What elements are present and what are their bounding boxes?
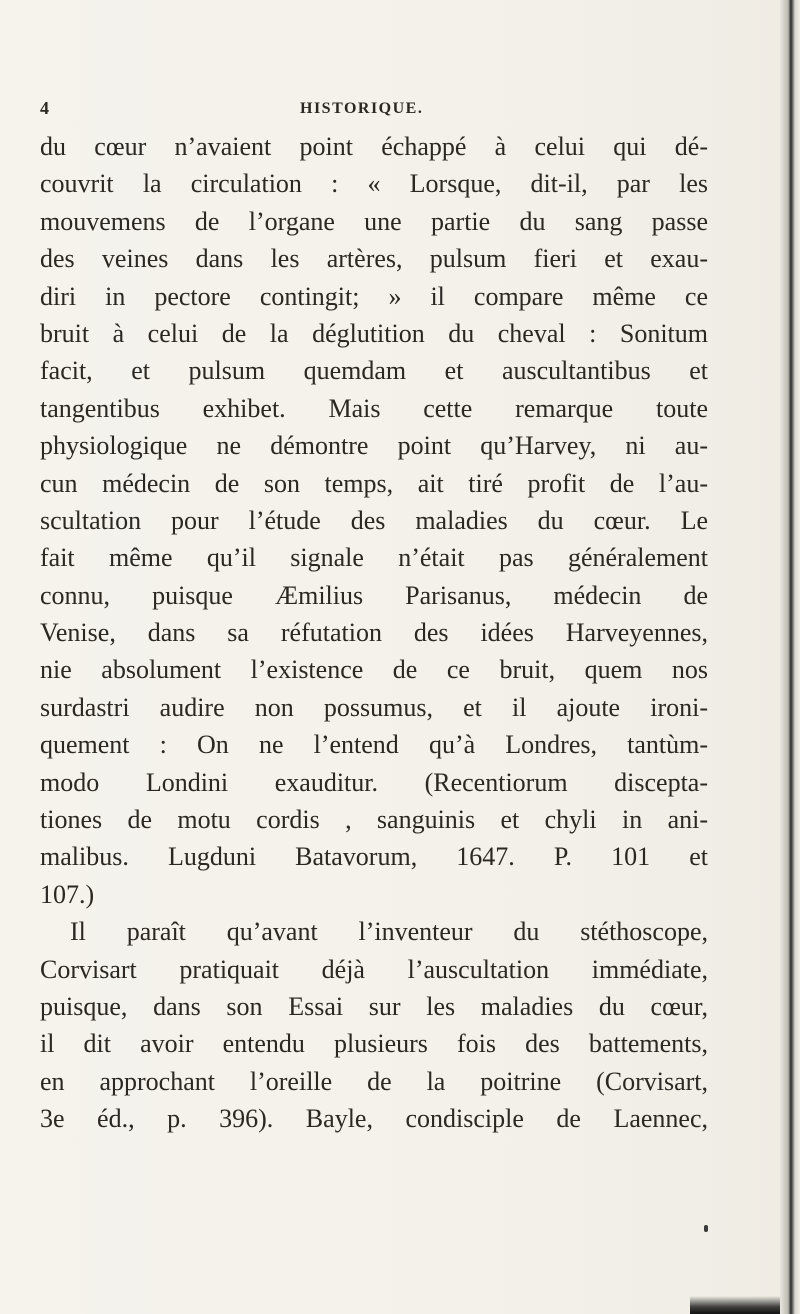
text-line: il dit avoir entendu plusieurs fois des battements, xyxy=(40,1029,708,1059)
body-text xyxy=(40,128,708,1138)
text-line: mouvemens de l’organe une partie du sang passe xyxy=(40,206,708,236)
ink-speck xyxy=(704,1225,708,1232)
text-line: modo Londini exauditur. (Recentiorum discepta- xyxy=(40,767,708,797)
text-line: tiones de motu cordis , sanguinis et chyli in ani- xyxy=(40,805,708,835)
text-line: scultation pour l’étude des maladies du cœur. Le xyxy=(40,505,708,535)
page-header xyxy=(40,92,700,122)
page-binding-edge xyxy=(780,0,800,1314)
running-head: HISTORIQUE. xyxy=(300,100,424,117)
page-corner-shadow xyxy=(690,1296,780,1314)
text-line: cun médecin de son temps, ait tiré profit de l’au- xyxy=(40,468,708,498)
text-line: Corvisart pratiquait déjà l’auscultation immédiate, xyxy=(40,954,708,984)
text-line: Venise, dans sa réfutation des idées Harveyennes, xyxy=(40,618,708,648)
text-line: nie absolument l’existence de ce bruit, quem nos xyxy=(40,655,708,685)
text-line: du cœur n’avaient point échappé à celui qui dé- xyxy=(40,132,708,161)
text-line: Il paraît qu’avant l’inventeur du stéthoscope, xyxy=(70,917,708,947)
text-line: des veines dans les artères, pulsum fieri et exau- xyxy=(40,244,708,274)
text-line: fait même qu’il signale n’était pas généralement xyxy=(40,543,708,573)
text-line: tangentibus exhibet. Mais cette remarque toute xyxy=(40,393,708,423)
text-line: couvrit la circulation : « Lorsque, dit-il, par les xyxy=(40,169,708,199)
text-line: diri in pectore contingit; » il compare même ce xyxy=(40,281,708,311)
text-line: malibus. Lugduni Batavorum, 1647. P. 101 et xyxy=(40,842,708,872)
text-line: facit, et pulsum quemdam et auscultantibus et xyxy=(40,356,708,386)
text-line: puisque, dans son Essai sur les maladies du cœur, xyxy=(40,991,708,1021)
text-line: physiologique ne démontre point qu’Harvey, ni au- xyxy=(40,431,708,461)
text-line: bruit à celui de la déglutition du cheval : Sonitum xyxy=(40,318,708,348)
text-line: surdastri audire non possumus, et il ajoute ironi- xyxy=(40,692,708,722)
page-number: 4 xyxy=(40,98,49,118)
text-line: quement : On ne l’entend qu’à Londres, tantùm- xyxy=(40,730,708,760)
text-line: en approchant l’oreille de la poitrine (Corvisart, xyxy=(40,1066,708,1096)
text-line: 3e éd., p. 396). Bayle, condisciple de Laennec, xyxy=(40,1104,708,1134)
text-line: 107.) xyxy=(40,879,95,909)
text-line: connu, puisque Æmilius Parisanus, médecin de xyxy=(40,580,708,610)
